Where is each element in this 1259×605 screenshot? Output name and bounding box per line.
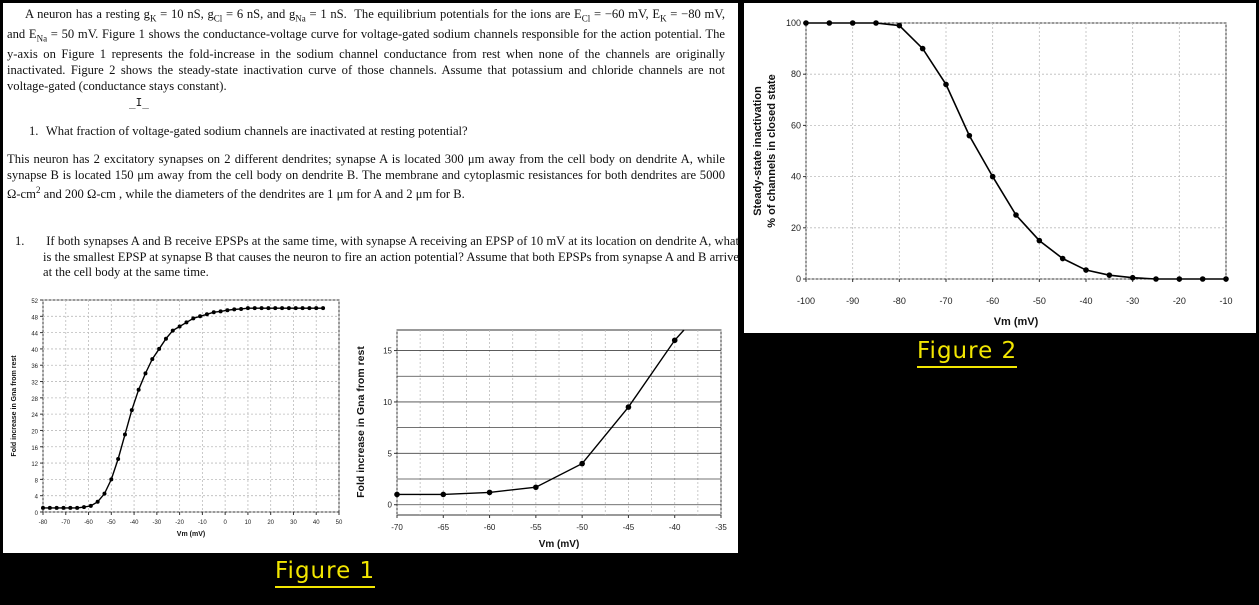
data-point	[301, 306, 305, 310]
data-point	[184, 320, 188, 324]
x-tick-label: -90	[846, 296, 860, 306]
data-point	[672, 337, 678, 343]
x-tick-label: -100	[796, 296, 816, 306]
x-tick-label: -40	[668, 523, 681, 532]
x-tick-label: -30	[1126, 296, 1140, 306]
data-point	[1037, 238, 1043, 244]
x-tick-label: -60	[84, 520, 93, 526]
data-point	[212, 310, 216, 314]
question-1-number: 1.	[29, 124, 39, 138]
data-point	[1153, 276, 1159, 282]
data-point	[225, 308, 229, 312]
data-point	[990, 174, 996, 180]
data-point	[321, 306, 325, 310]
x-tick-label: -60	[483, 523, 496, 532]
question-1	[29, 124, 725, 140]
plot-frame	[806, 23, 1226, 279]
y-tick-label: 4	[34, 494, 38, 501]
figure-1-caption	[275, 558, 375, 584]
x-tick-label: -55	[530, 523, 542, 532]
x-tick-label: -20	[175, 520, 184, 526]
data-point	[280, 306, 284, 310]
x-tick-label: 20	[267, 520, 275, 526]
figure-2-caption-underline	[917, 366, 1017, 368]
figure-2-caption-text: Figure 2	[917, 338, 1018, 364]
data-point	[198, 314, 202, 318]
problem-text-panel	[3, 3, 738, 290]
data-point	[487, 490, 493, 496]
data-point	[273, 306, 277, 310]
data-point	[1083, 267, 1089, 273]
data-point	[827, 20, 833, 26]
data-point	[137, 388, 141, 392]
y-tick-label: 32	[31, 380, 38, 387]
y-axis-label: Fold increase in Gna from rest	[355, 346, 367, 498]
x-tick-label: -30	[152, 520, 162, 526]
data-point	[803, 20, 809, 26]
y-axis-label-line-2: % of channels in closed state	[766, 74, 778, 228]
data-point	[873, 20, 879, 26]
data-point	[253, 306, 257, 310]
figure-1-panel	[3, 290, 738, 553]
data-point	[232, 307, 236, 311]
question-2	[15, 234, 740, 281]
data-point	[246, 306, 250, 310]
y-tick-label: 0	[34, 511, 38, 517]
data-point	[205, 312, 209, 316]
data-point	[850, 20, 856, 26]
x-tick-label: -50	[106, 520, 116, 526]
y-tick-label: 52	[31, 299, 38, 305]
figure-2-caption	[917, 338, 1017, 364]
data-point	[89, 504, 93, 508]
x-tick-label: -50	[1032, 296, 1046, 306]
data-point	[68, 506, 72, 510]
x-tick-label: 50	[335, 520, 343, 526]
x-tick-label: -70	[939, 296, 953, 306]
data-point	[287, 306, 291, 310]
x-tick-label: -50	[576, 523, 588, 532]
y-tick-label: 40	[31, 347, 38, 354]
y-tick-label: 8	[34, 478, 38, 485]
x-axis-label: Vm (mV)	[176, 531, 206, 538]
x-axis-label: Vm (mV)	[538, 539, 580, 550]
y-tick-label: 5	[387, 449, 392, 459]
y-tick-label: 60	[790, 120, 801, 131]
y-tick-label: 80	[790, 69, 801, 80]
data-point	[109, 477, 113, 481]
data-point	[1223, 276, 1229, 282]
x-tick-label: -40	[1079, 296, 1093, 306]
x-tick-label: -45	[622, 523, 635, 532]
x-tick-label: -10	[198, 520, 207, 526]
x-axis-label: Vm (mV)	[993, 316, 1039, 328]
y-axis-label-line-1: Steady-state inactivation	[752, 86, 764, 216]
y-tick-label: 20	[31, 429, 38, 436]
data-point	[1107, 272, 1113, 278]
x-tick-label: -40	[129, 520, 139, 526]
x-tick-label: -80	[38, 520, 48, 526]
y-tick-label: 28	[31, 396, 38, 403]
plot-frame	[43, 300, 339, 512]
y-tick-label: 0	[795, 274, 801, 284]
data-point	[307, 306, 311, 310]
data-point	[626, 404, 632, 410]
data-point	[48, 506, 52, 510]
y-tick-label: 100	[785, 18, 801, 28]
data-point	[239, 307, 243, 311]
data-point	[130, 408, 134, 412]
x-tick-label: 30	[290, 520, 297, 526]
y-tick-label: 44	[31, 331, 38, 338]
data-point	[579, 461, 585, 467]
figure-1-caption-underline	[275, 586, 375, 588]
y-tick-label: 0	[387, 500, 392, 510]
data-point	[1060, 256, 1066, 262]
figure-1b-chart	[351, 290, 736, 553]
data-point	[102, 492, 106, 496]
data-point	[1177, 276, 1183, 282]
data-point	[314, 306, 318, 310]
data-point	[440, 492, 446, 498]
data-point	[178, 325, 182, 329]
data-point	[394, 492, 400, 498]
x-tick-label: -35	[715, 523, 727, 532]
y-tick-label: 48	[31, 315, 38, 322]
data-point	[1200, 276, 1206, 282]
x-tick-label: -60	[986, 296, 1000, 306]
x-tick-label: -70	[391, 523, 403, 532]
figure-1a-chart	[3, 290, 348, 550]
data-point	[260, 306, 264, 310]
data-point	[116, 457, 120, 461]
data-point	[943, 82, 949, 88]
x-tick-label: -20	[1172, 296, 1186, 306]
question-1-text: What fraction of voltage-gated sodium channels are inactivated at resting potential?	[45, 124, 468, 138]
x-tick-label: -10	[1219, 296, 1233, 306]
data-point	[533, 484, 539, 490]
data-point	[143, 371, 147, 375]
x-tick-label: -70	[61, 520, 71, 526]
y-tick-label: 16	[31, 445, 38, 452]
figure-1-caption-text: Figure 1	[275, 558, 376, 584]
y-tick-label: 40	[790, 171, 801, 182]
data-point	[150, 357, 154, 361]
data-series-line	[43, 308, 323, 508]
question-2-text: If both synapses A and B receive EPSPs at the same time, with synapse A receiving an EPSP of 10 mV at its location on dendrite A, what is the smallest EPSP at synapse B that causes the neuron to fire an action potential? Assume that both EPSPs from synapse A and B arrive at the cell body at the same time.	[43, 234, 740, 280]
y-axis-label: Fold increase in Gna from rest	[11, 355, 18, 457]
data-point	[219, 309, 223, 313]
question-2-number: 1.	[15, 234, 25, 248]
x-tick-label: -65	[437, 523, 450, 532]
figure-2-panel	[744, 3, 1256, 333]
data-point	[1013, 212, 1019, 218]
data-point	[920, 46, 926, 52]
data-point	[157, 347, 161, 351]
data-point	[266, 306, 270, 310]
y-tick-label: 24	[31, 413, 38, 420]
data-point	[82, 505, 86, 509]
intro-paragraph: A neuron has a resting $g_K = 10$ nS, $g_{Cl} = 6$ nS, and $g_{Na} = 1$ nS. The equilibrium potentials for the ions are $E_{Cl} = -60$ mV, $E_K = -80$ mV, and $E_{Na} = 50$ mV. Figure 1 shows the conductance-voltage curve for voltage-gated sodium channels responsible for the action potential. The y-axis on Figure 1 represents the fold-increase in the sodium channel conductance from rest when none of the channels are originally inactivated. Figure 2 shows the steady-state inactivation curve of those channels. Assume that potassium and chloride channels are not voltage-gated (conductance stays constant).	[7, 7, 725, 93]
data-point	[61, 506, 65, 510]
y-tick-label: 15	[383, 346, 392, 356]
data-point	[967, 133, 973, 139]
x-tick-label: 10	[244, 520, 252, 526]
x-tick-label: 0	[223, 520, 227, 526]
data-series-line	[397, 330, 684, 494]
data-series-line	[806, 23, 1226, 279]
y-tick-label: 36	[31, 364, 38, 371]
data-point	[96, 500, 100, 504]
data-point	[123, 433, 127, 437]
synapse-paragraph: This neuron has 2 excitatory synapses on 2 different dendrites; synapse A is located 300 μm away from the cell body on dendrite A, while synapse B is located 150 μm away from the cell body on dendrite B. The membrane and cytoplasmic resistances for both dendrites are 5000 $\Omega-cm^2$ and 200 Ω-cm , while the diameters of the dendrites are 1 μm for A and 2 μm for B.	[7, 152, 725, 202]
data-point	[171, 329, 175, 333]
data-point	[55, 506, 59, 510]
y-tick-label: 10	[383, 397, 392, 407]
data-point	[1130, 275, 1136, 281]
y-tick-label: 12	[31, 462, 38, 469]
data-point	[294, 306, 298, 310]
text-cursor-icon: _I_	[129, 96, 149, 109]
data-point	[191, 316, 195, 320]
x-tick-label: -80	[892, 296, 906, 306]
data-point	[75, 506, 79, 510]
data-point	[41, 506, 45, 510]
figure-2-chart	[744, 3, 1256, 333]
y-tick-label: 20	[790, 222, 801, 233]
data-point	[897, 23, 903, 29]
x-tick-label: 40	[312, 520, 320, 526]
data-point	[164, 337, 168, 341]
